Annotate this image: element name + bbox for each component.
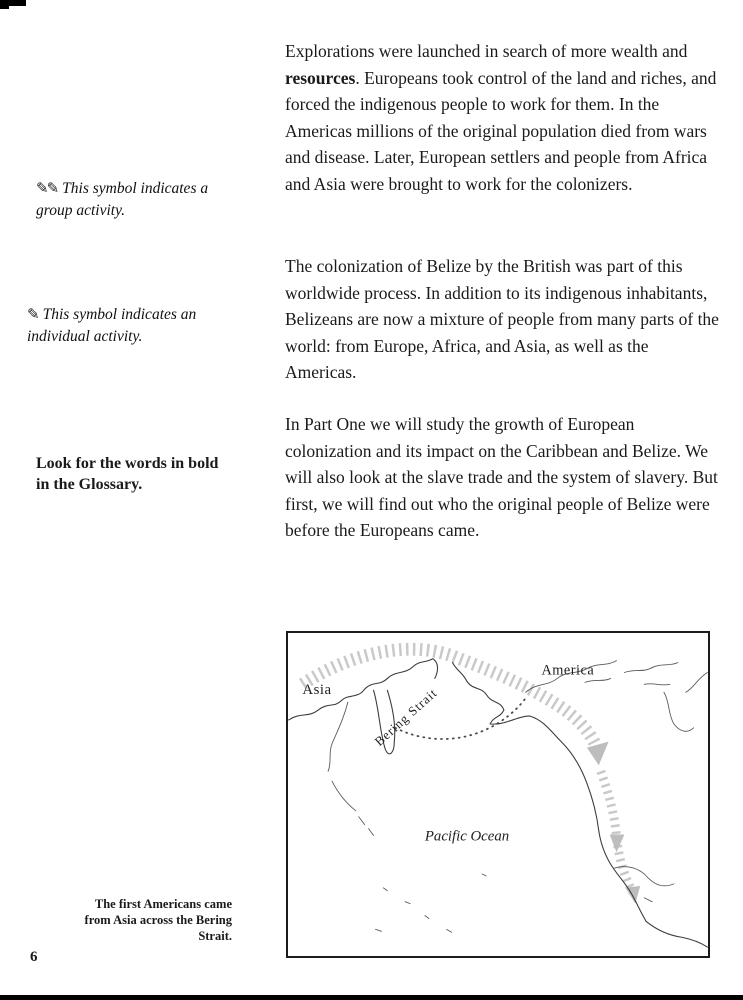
map-label-bering-strait: Bering Strait [372, 685, 441, 749]
group-activity-note [36, 178, 232, 221]
group-activity-text: This symbol indicates a group activity. [36, 179, 209, 219]
individual-activity-icon: ✎ [27, 306, 38, 323]
arctic-islands [585, 663, 678, 685]
paragraph-colonization: The colonization of Belize by the British was part of this worldwide process. In addition to its indigenous inhabitants, Belizeans are now a mixture of people from many parts of the world: from Europe, Africa, and Asia, as well as the Americas. [285, 256, 719, 382]
hudson-bay [664, 673, 707, 732]
paragraph-explorations [285, 38, 723, 197]
bold-term-resources: resources [285, 67, 356, 88]
caribbean-coast [615, 867, 674, 902]
map-illustration [288, 633, 708, 956]
scan-edge-bottom [0, 995, 743, 1000]
okhotsk-coast [328, 702, 348, 771]
group-activity-icon: ✎✎ [36, 180, 58, 197]
paragraph-1-text: Explorations were launched in search of more wealth and [285, 41, 688, 61]
pacific-islands [376, 874, 487, 932]
page-number: 6 [30, 949, 38, 965]
map-label-pacific-ocean: Pacific Ocean [424, 828, 510, 845]
migration-route-band-south [601, 771, 633, 892]
individual-activity-text: This symbol indicates an individual activity. [27, 305, 197, 345]
map-label-america: America [541, 662, 595, 679]
scan-mark-top-left-2 [0, 6, 9, 9]
map-caption: The first Americans came from Asia across the Bering Strait. [84, 896, 232, 943]
migration-arrowhead-2 [610, 835, 625, 853]
individual-activity-note [27, 304, 229, 347]
bering-strait-map [286, 631, 710, 958]
america-coastline [453, 663, 708, 947]
paragraph-part-one: In Part One we will study the growth of European colonization and its impact on the Caribbean and Belize. We will also look at the slave trade and the system of slavery. But first, we will find out who the original people of Belize were before the Europeans came. [285, 414, 718, 540]
migration-arrowhead-1 [587, 742, 609, 766]
japan-islands [332, 781, 373, 835]
glossary-note: Look for the words in bold in the Glossary. [36, 455, 219, 493]
map-label-asia: Asia [302, 682, 332, 699]
paragraph-1-text-cont: . Europeans took control of the land and riches, and forced the indigenous people to work for them. In the Americas millions of the original population died from wars and disease. Later, European settlers and people from Africa and Asia were brought to work for the colonizers. [285, 67, 717, 194]
